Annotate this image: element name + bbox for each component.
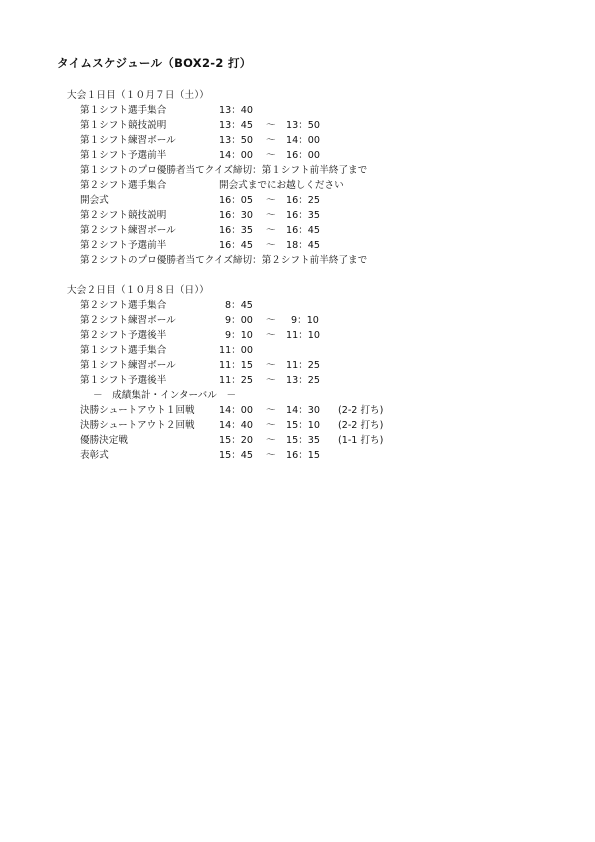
row-label: 第２シフト予選前半 (80, 240, 167, 251)
row-label: 第１シフト競技説明 (80, 120, 167, 131)
row-label: 第２シフト選手集合 (80, 180, 167, 191)
row-note: (2-2 打ち) (338, 405, 384, 416)
row-end-time: 15：10 (286, 420, 321, 431)
row-start-time: 15：20 (219, 435, 254, 446)
row-label: 開会式 (80, 195, 109, 206)
row-tilde: 〜 (266, 330, 276, 341)
row-label: 第２シフト競技説明 (80, 210, 167, 221)
row-start-time: 16：05 (219, 195, 254, 206)
row-tilde: 〜 (266, 435, 276, 446)
day2-header: 大会２日目（１０月８日（日）） (67, 285, 210, 296)
row-label: 第１シフト練習ボール (80, 135, 176, 146)
row-tilde: 〜 (266, 360, 276, 371)
row-end-time: 14：00 (286, 135, 321, 146)
row-start-time: 8：45 (225, 300, 253, 311)
row-end-time: 16：45 (286, 225, 321, 236)
row-start-time: 15：45 (219, 450, 254, 461)
row-end-time: 14：30 (286, 405, 321, 416)
row-label: 第１シフト予選後半 (80, 375, 167, 386)
row-start-time: 14：00 (219, 150, 254, 161)
row-end-time: 16：25 (286, 195, 321, 206)
row-start-time: 16：45 (219, 240, 254, 251)
row-tilde: 〜 (266, 195, 276, 206)
row-start-time: 13：45 (219, 120, 254, 131)
day1-header: 大会１日目（１０月７日（土）） (67, 90, 210, 101)
quiz-deadline-text: 第１シフトのプロ優勝者当てクイズ締切：第１シフト前半終了まで (80, 165, 368, 176)
row-label: 第１シフト練習ボール (80, 360, 176, 371)
row-start-time: 9：10 (225, 330, 253, 341)
row-start-time: 13：40 (219, 105, 254, 116)
row-note: (1-1 打ち) (338, 435, 384, 446)
interval-text: － 成績集計・インターバル － (93, 390, 237, 401)
row-tilde: 〜 (266, 240, 276, 251)
row-label: 決勝シュートアウト２回戦 (80, 420, 195, 431)
row-start-time: 11：00 (219, 345, 254, 356)
row-tilde: 〜 (266, 420, 276, 431)
row-end-time: 13：50 (286, 120, 321, 131)
row-label: 第２シフト練習ボール (80, 225, 176, 236)
row-label: 第１シフト予選前半 (80, 150, 167, 161)
row-label: 決勝シュートアウト１回戦 (80, 405, 195, 416)
row-end-time: 9：10 (291, 315, 319, 326)
row-end-time: 16：15 (286, 450, 321, 461)
page-title: タイムスケジュール（BOX2-2 打） (57, 56, 252, 70)
row-tilde: 〜 (266, 150, 276, 161)
row-note: (2-2 打ち) (338, 420, 384, 431)
row-start-time: 16：30 (219, 210, 254, 221)
row-end-time: 18：45 (286, 240, 321, 251)
row-tilde: 〜 (266, 450, 276, 461)
row-tilde: 〜 (266, 120, 276, 131)
row-tilde: 〜 (266, 210, 276, 221)
row-label: 第１シフト選手集合 (80, 105, 167, 116)
row-end-time: 11：10 (286, 330, 321, 341)
row-start-time: 13：50 (219, 135, 254, 146)
row-note-text: 開会式までにお越しください (219, 180, 344, 191)
row-tilde: 〜 (266, 135, 276, 146)
row-start-time: 11：15 (219, 360, 254, 371)
row-start-time: 14：00 (219, 405, 254, 416)
row-label: 第２シフト練習ボール (80, 315, 176, 326)
quiz-deadline-text: 第２シフトのプロ優勝者当てクイズ締切：第２シフト前半終了まで (80, 255, 368, 266)
row-tilde: 〜 (266, 375, 276, 386)
row-tilde: 〜 (266, 405, 276, 416)
row-end-time: 16：35 (286, 210, 321, 221)
row-tilde: 〜 (266, 315, 276, 326)
row-label: 表彰式 (80, 450, 109, 461)
row-start-time: 9：00 (225, 315, 253, 326)
row-start-time: 16：35 (219, 225, 254, 236)
row-start-time: 14：40 (219, 420, 254, 431)
row-label: 第２シフト選手集合 (80, 300, 167, 311)
row-start-time: 11：25 (219, 375, 254, 386)
row-label: 第２シフト予選後半 (80, 330, 167, 341)
row-label: 第１シフト選手集合 (80, 345, 167, 356)
row-end-time: 16：00 (286, 150, 321, 161)
row-end-time: 11：25 (286, 360, 321, 371)
row-end-time: 13：25 (286, 375, 321, 386)
row-tilde: 〜 (266, 225, 276, 236)
row-label: 優勝決定戦 (80, 435, 128, 446)
row-end-time: 15：35 (286, 435, 321, 446)
